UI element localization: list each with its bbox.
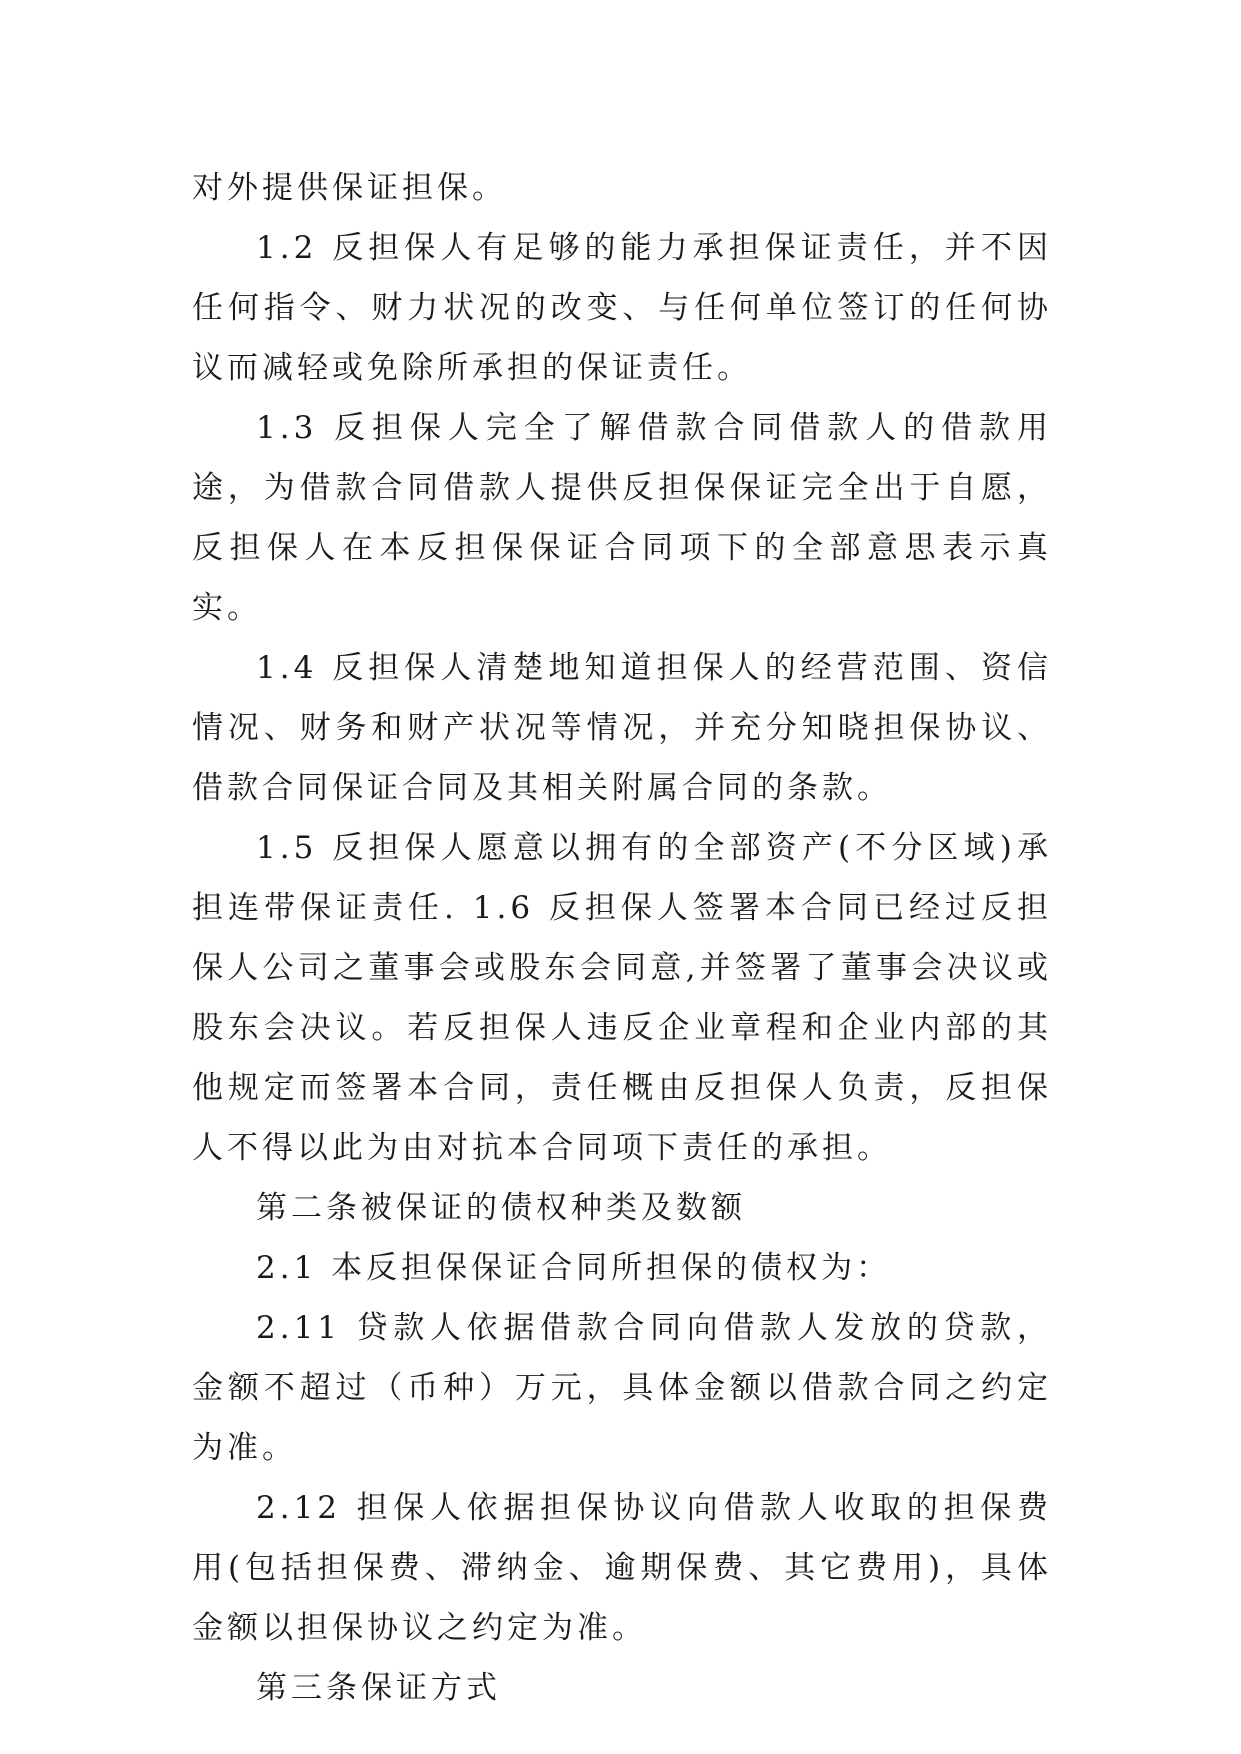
document-body — [192, 158, 1052, 1718]
section-heading-2: 第二条被保证的债权种类及数额 — [256, 1190, 746, 1226]
paragraph-7: 2.1 本反担保保证合同所担保的债权为： — [256, 1250, 892, 1286]
paragraph-3: 1.3 反担保人完全了解借款合同借款人的借款用途，为借款合同借款人提供反担保保证完全出于自愿，反担保人在本反担保保证合同项下的全部意思表示真实。 — [192, 410, 1052, 626]
paragraph-1: 对外提供保证担保。 — [192, 170, 507, 206]
paragraph-2: 1.2 反担保人有足够的能力承担保证责任，并不因任何指令、财力状况的改变、与任何单位签订的任何协议而减轻或免除所承担的保证责任。 — [192, 230, 1052, 386]
paragraph-8: 2.11 贷款人依据借款合同向借款人发放的贷款，金额不超过（币种）万元，具体金额以借款合同之约定为准。 — [192, 1310, 1052, 1466]
paragraph-5: 1.5 反担保人愿意以拥有的全部资产(不分区域)承担连带保证责任. 1.6 反担保人签署本合同已经过反担保人公司之董事会或股东会同意,并签署了董事会决议或股东会决议。若反担保人违反企业章程和企业内部的其他规定而签署本合同，责任概由反担保人负责，反担保人不得以此为由对抗本合同项下责任的承担。 — [192, 830, 1052, 1166]
section-heading-3: 第三条保证方式 — [256, 1670, 501, 1706]
paragraph-4: 1.4 反担保人清楚地知道担保人的经营范围、资信情况、财务和财产状况等情况，并充分知晓担保协议、借款合同保证合同及其相关附属合同的条款。 — [192, 650, 1052, 806]
paragraph-9: 2.12 担保人依据担保协议向借款人收取的担保费用(包括担保费、滞纳金、逾期保费、其它费用)，具体金额以担保协议之约定为准。 — [192, 1490, 1052, 1646]
